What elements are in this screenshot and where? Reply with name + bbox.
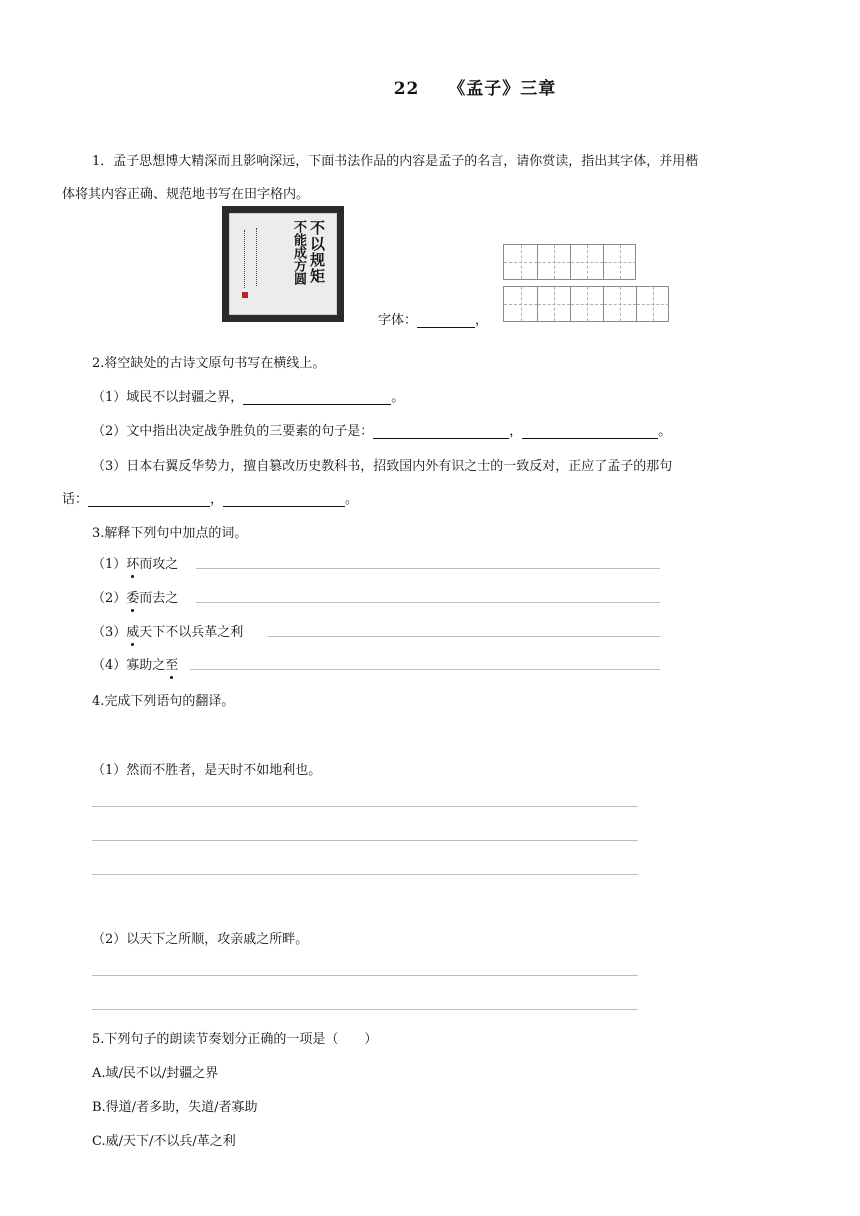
- q3-item-2-answer-line[interactable]: [196, 602, 660, 603]
- q4-item2: （2）以天下之所顺，攻亲戚之所畔。: [92, 932, 309, 947]
- q2-item3-line1: （3）日本右翼反华势力，擅自篡改历史教科书，招致国内外有识之士的一致反对，正应了孟子的那句: [92, 459, 673, 474]
- q1-text-line1: 1．孟子思想博大精深而且影响深远，下面书法作品的内容是孟子的名言，请你赏读，指出其字体，并用楷: [92, 154, 699, 169]
- q2-item2-blank1[interactable]: [373, 424, 509, 439]
- q2-item1-blank[interactable]: [243, 390, 391, 405]
- q2-item3-blank1[interactable]: [88, 492, 210, 507]
- seal-stamp: [242, 292, 248, 298]
- q2-item2: （2）文中指出决定战争胜负的三要素的句子是： ， 。: [92, 424, 672, 439]
- page-title: [0, 74, 860, 99]
- font-label: 字体：: [378, 313, 418, 328]
- q4-item1-answer-line[interactable]: [92, 874, 638, 875]
- q5-option-c[interactable]: C.威/天下/不以兵/革之利: [92, 1134, 236, 1149]
- q3-item-1: （1）环而攻之: [92, 553, 178, 572]
- dotted-word: 委: [126, 587, 139, 606]
- calligraphy-column-2: 不能成方圆: [291, 220, 306, 285]
- dotted-word: 至: [165, 654, 178, 673]
- q3-heading: 3.解释下列句中加点的词。: [92, 526, 248, 541]
- q1-text-line2: 体将其内容正确、规范地书写在田字格内。: [62, 187, 310, 202]
- q4-heading: 4.完成下列语句的翻译。: [92, 694, 235, 709]
- dotted-word: 环: [126, 553, 139, 572]
- q5-option-a[interactable]: A.域/民不以/封疆之界: [92, 1066, 219, 1081]
- lesson-number: 22: [393, 79, 420, 99]
- font-answer-line: 字体： ，: [378, 313, 489, 328]
- q4-item1-answer-line[interactable]: [92, 806, 638, 807]
- q5-option-b[interactable]: B.得道/者多助，失道/者寡助: [92, 1100, 258, 1115]
- q3-item-2: （2）委而去之: [92, 587, 178, 606]
- lesson-title: 《孟子》三章: [448, 79, 557, 99]
- q3-item-3-answer-line[interactable]: [268, 636, 660, 637]
- tianzige-grid-row2[interactable]: [503, 286, 669, 322]
- q4-item1-answer-line[interactable]: [92, 840, 638, 841]
- q2-heading: 2.将空缺处的古诗文原句书写在横线上。: [92, 356, 326, 371]
- calligraphy-column-1: 不以规矩: [308, 220, 326, 284]
- q3-item-4-answer-line[interactable]: [190, 669, 660, 670]
- q4-item2-answer-line[interactable]: [92, 975, 638, 976]
- tianzige-grid-row1[interactable]: [503, 244, 636, 280]
- q2-item1: （1）域民不以封疆之界， 。: [92, 390, 405, 405]
- q3-item-4: （4）寡助之至: [92, 654, 178, 673]
- calligraphy-artwork: [222, 206, 344, 322]
- q5-heading: 5.下列句子的朗读节奏划分正确的一项是（ ）: [92, 1032, 378, 1047]
- q3-item-3: （3）威天下不以兵革之利: [92, 621, 243, 640]
- q2-item2-blank2[interactable]: [522, 424, 658, 439]
- q3-item-1-answer-line[interactable]: [196, 568, 660, 569]
- calligraphy-inscription: [244, 230, 247, 288]
- q4-item2-answer-line[interactable]: [92, 1009, 638, 1010]
- font-blank[interactable]: [417, 313, 475, 328]
- calligraphy-inscription: [256, 228, 259, 286]
- q2-item3-line2: 话： ， 。: [62, 492, 359, 507]
- dotted-word: 威: [126, 621, 139, 640]
- q2-item3-blank2[interactable]: [223, 492, 345, 507]
- q4-item1: （1）然而不胜者，是天时不如地利也。: [92, 763, 322, 778]
